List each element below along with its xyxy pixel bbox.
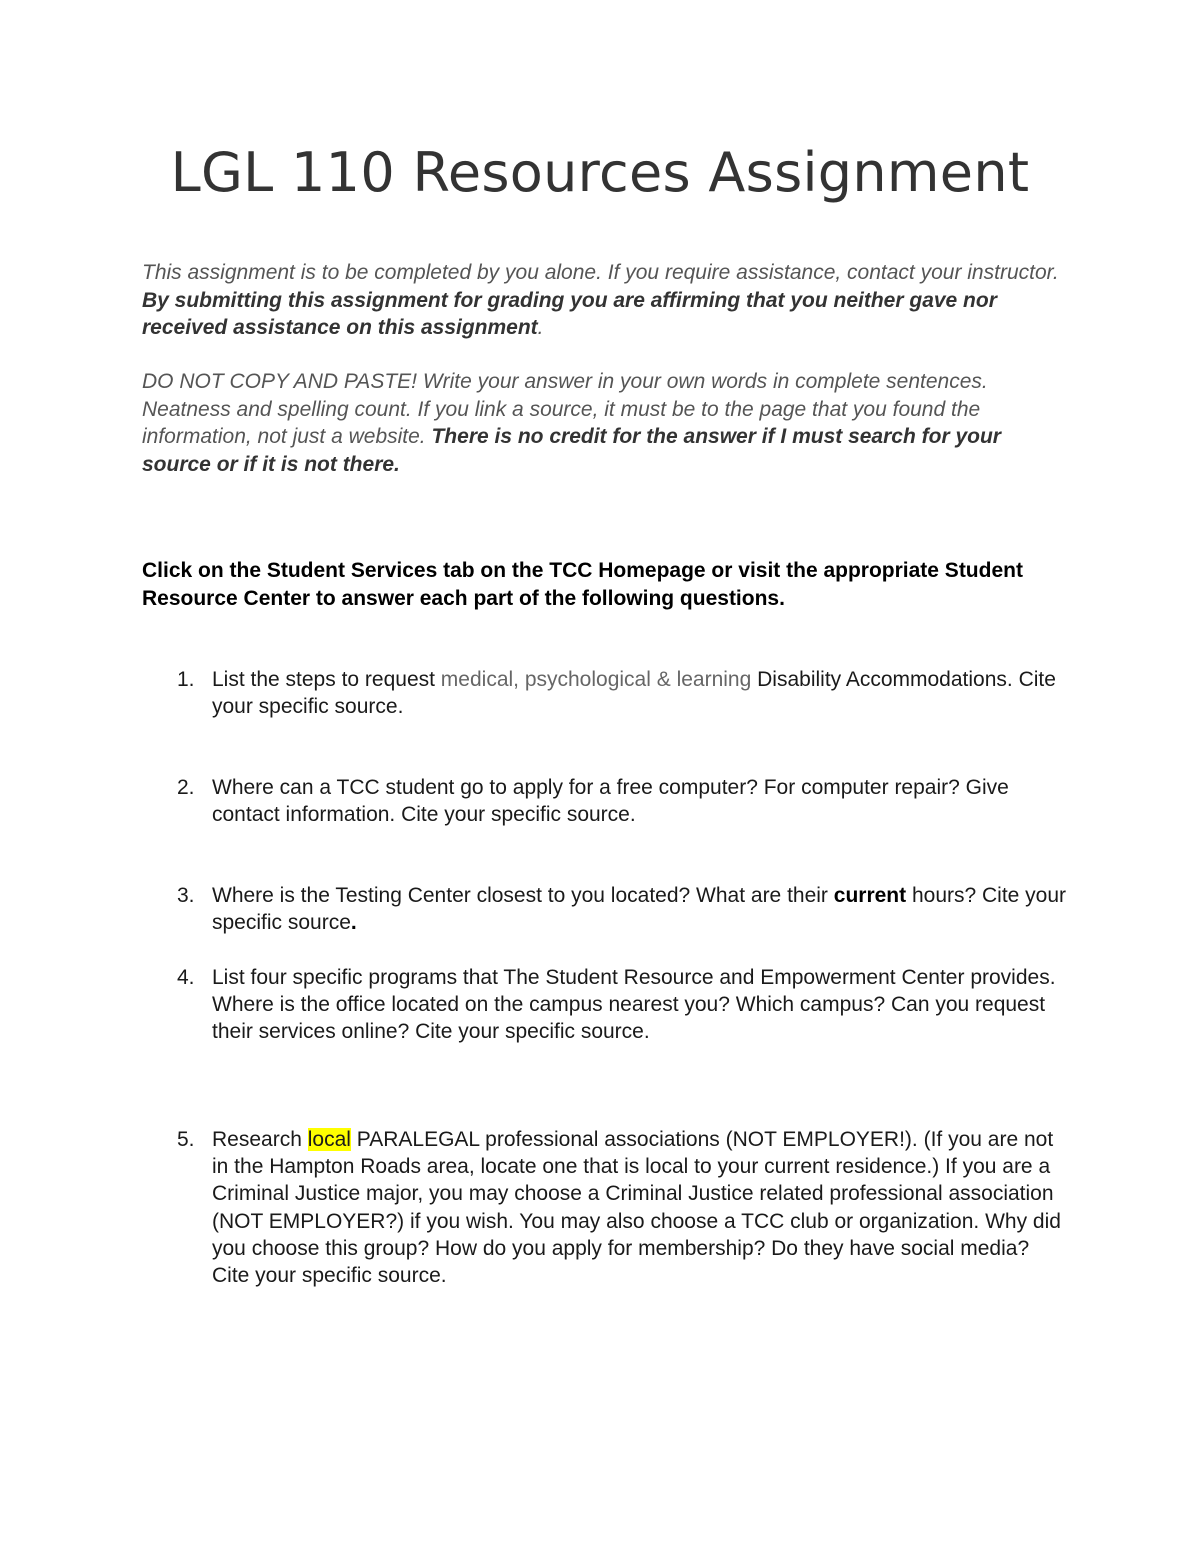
intro-no-copy-text: DO NOT COPY AND PASTE! Write your answer in your own words in complete sentences.: [142, 370, 988, 393]
intro-honor-period: .: [537, 316, 544, 339]
question-text: [212, 1126, 1072, 1289]
intro-paragraph-rules: [142, 368, 1072, 478]
question-text: [212, 882, 1072, 936]
question-number: 5.: [177, 1128, 195, 1151]
q5-text-start: Research: [212, 1128, 308, 1151]
q1-disability-types: medical, psychological & learning: [440, 668, 752, 691]
q3-current-emphasis: current: [833, 884, 907, 907]
q3-period: .: [350, 911, 357, 935]
q1-text-end: Disability Accommodations. Cite your specific source.: [212, 668, 1056, 719]
question-text: Where can a TCC student go to apply for a free computer? For computer repair? Give contact information. Cite your specific source.: [212, 776, 1009, 827]
question-number: 2.: [177, 776, 195, 799]
q1-text-start: List the steps to request: [212, 668, 441, 691]
question-1: [142, 666, 1072, 720]
question-3: [142, 882, 1072, 936]
intro-honor-affirmation: By submitting this assignment for grading you are affirming that you neither gave nor received assistance on this assignment: [142, 288, 997, 339]
document-title: LGL 110 Resources Assignment: [170, 141, 1030, 204]
q3-text-start: Where is the Testing Center closest to you located? What are their: [212, 884, 834, 907]
question-number: 1.: [177, 668, 195, 691]
q3-text-end: hours? Cite your specific source: [212, 884, 1067, 935]
question-number: 4.: [177, 966, 195, 989]
question-2: [142, 774, 1072, 828]
q5-text-end: PARALEGAL professional associations (NOT EMPLOYER!). (If you are not in the Hampton Roads area, locate one that is local to your current residence.) If you are a Criminal Justice major, you may choose a Criminal Justice related professional association (NOT EMPLOYER?) if you wish. You may also choose a TCC club or organization. Why did you choose this group? How do you apply for membership? Do they have social media? Cite your specific source.: [212, 1128, 1061, 1288]
intro-no-credit-warning: There is no credit for the answer if I must search for your source or if it is not there.: [142, 425, 1001, 476]
question-text: List four specific programs that The Student Resource and Empowerment Center provides. Where is the office located on the campus nearest you? Which campus? Can you request their services online? Cite your specific source.: [212, 966, 1056, 1044]
intro-paragraph-honor: [142, 259, 1072, 342]
q5-highlighted-local: local: [307, 1128, 351, 1151]
question-number: 3.: [177, 884, 195, 907]
intro-neatness-text: Neatness and spelling count. If you link a source, it must be to the page that you found the information, not just a website.: [142, 397, 981, 448]
instructions-heading: Click on the Student Services tab on the TCC Homepage or visit the appropriate Student Resource Center to answer each part of the following questions.: [142, 559, 1023, 610]
question-5: [142, 1126, 1072, 1289]
question-4: [142, 964, 1072, 1046]
question-text: [212, 666, 1072, 720]
intro-honor-text: This assignment is to be completed by you alone. If you require assistance, contact your instructor.: [142, 261, 1059, 284]
